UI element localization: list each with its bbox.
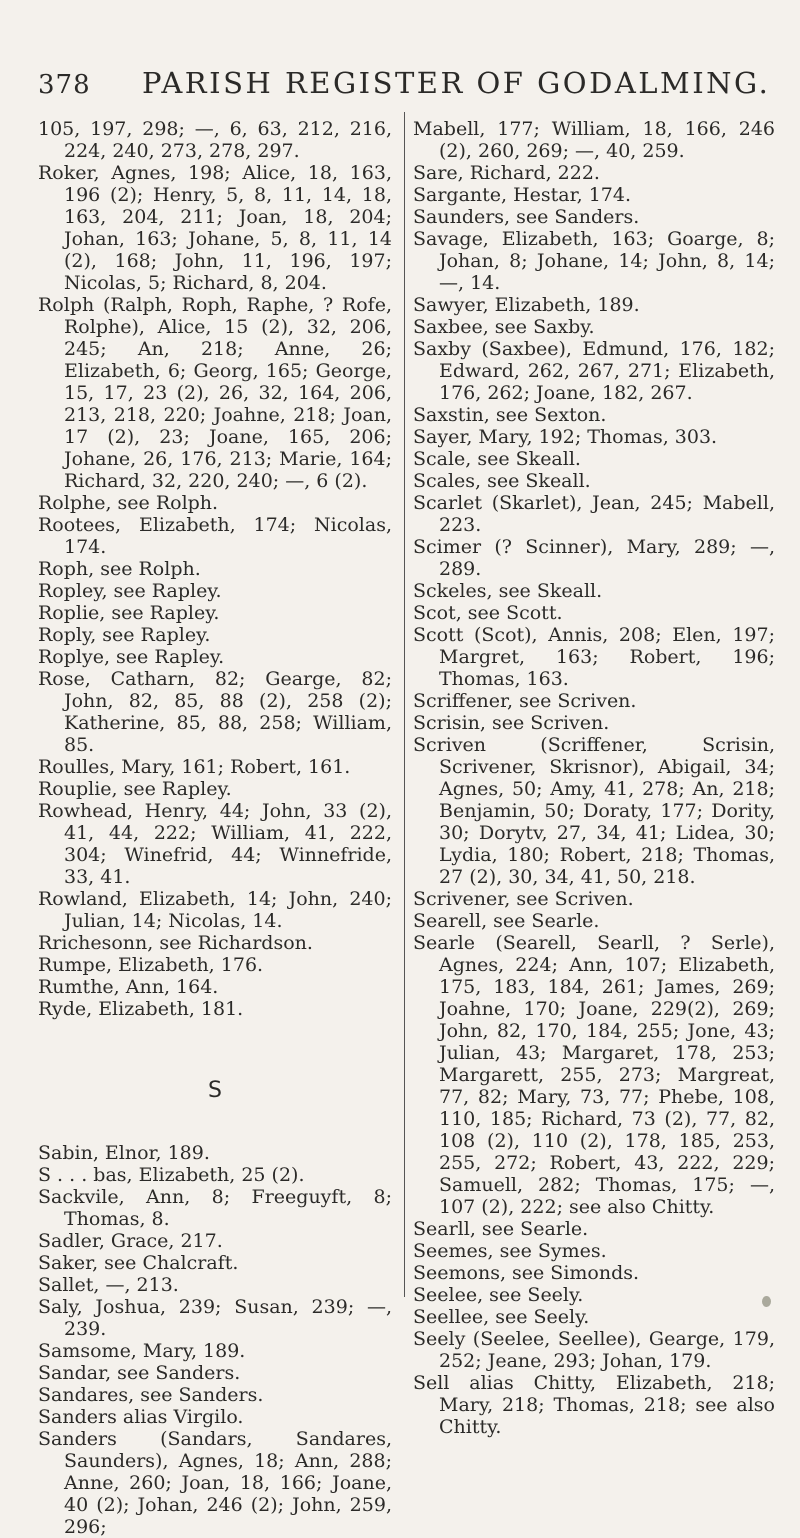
index-entry: Scale, see Skeall. xyxy=(413,448,581,470)
index-entry: Ropley, see Rapley. xyxy=(38,580,222,602)
index-entry: Rootees, Elizabeth, 174; Nicolas, 174. xyxy=(38,514,392,558)
index-entry: Rowland, Elizabeth, 14; John, 240; Julian, 14; Nicolas, 14. xyxy=(38,888,392,932)
index-entry: Saxstin, see Sexton. xyxy=(413,404,607,426)
index-entry: Mabell, 177; William, 18, 166, 246 (2), 260, 269; —, 40, 259. xyxy=(413,118,775,162)
index-entry: Sayer, Mary, 192; Thomas, 303. xyxy=(413,426,718,448)
index-entry: Searell, see Searle. xyxy=(413,910,600,932)
ink-blot-mark xyxy=(762,1296,771,1307)
index-entry: Rouplie, see Rapley. xyxy=(38,778,232,800)
index-entry: Sell alias Chitty, Elizabeth, 218; Mary, 218; Thomas, 218; see also Chitty. xyxy=(413,1372,775,1438)
index-entry: Scrisin, see Scriven. xyxy=(413,712,610,734)
index-entry: Savage, Elizabeth, 163; Goarge, 8; Johan, 8; Johane, 14; John, 8, 14; —, 14. xyxy=(413,228,775,294)
index-entry: Roplye, see Rapley. xyxy=(38,646,225,668)
index-entry: Sackvile, Ann, 8; Freeguyft, 8; Thomas, 8. xyxy=(38,1186,392,1230)
index-entry: Roplie, see Rapley. xyxy=(38,602,220,624)
index-entry: Rrichesonn, see Richardson. xyxy=(38,932,313,954)
index-entries-s xyxy=(38,1142,392,1538)
index-entry: Scarlet (Skarlet), Jean, 245; Mabell, 223. xyxy=(413,492,775,536)
left-column xyxy=(38,118,392,1538)
index-entry: Scimer (? Scinner), Mary, 289; —, 289. xyxy=(413,536,775,580)
index-entry: Searle (Searell, Searll, ? Serle), Agnes, 224; Ann, 107; Elizabeth, 175, 183, 184, 261; James, 269; Joahne, 170; Joane, 229(2), 269; John, 82, 170, 184, 255; Jone, 43; Julian, 43; Margaret, 178, 253; Margarett, 255, 273; Margreat, 77, 82; Mary, 73, 77; Phebe, 108, 110, 185; Richard, 73 (2), 77, 82, 108 (2), 110 (2), 178, 185, 253, 255, 272; Robert, 43, 222, 229; Samuell, 282; Thomas, 175; —, 107 (2), 222; see also Chitty. xyxy=(413,932,775,1218)
index-entry: Scriffener, see Scriven. xyxy=(413,690,637,712)
index-entry: Sabin, Elnor, 189. xyxy=(38,1142,210,1164)
index-entry: Saxby (Saxbee), Edmund, 176, 182; Edward, 262, 267, 271; Elizabeth, 176, 262; Joane, 182, 267. xyxy=(413,338,775,404)
index-entry: Samsome, Mary, 189. xyxy=(38,1340,246,1362)
page-title: PARISH REGISTER OF GODALMING. xyxy=(142,66,771,100)
index-entry: Sare, Richard, 222. xyxy=(413,162,600,184)
index-entry: Rumpe, Elizabeth, 176. xyxy=(38,954,264,976)
index-entry: Scrivener, see Scriven. xyxy=(413,888,634,910)
index-entry: Sandar, see Sanders. xyxy=(38,1362,241,1384)
index-entry: Roulles, Mary, 161; Robert, 161. xyxy=(38,756,351,778)
index-entry: Rolph (Ralph, Roph, Raphe, ? Rofe, Rolphe), Alice, 15 (2), 32, 206, 245; An, 218; Anne, 26; Elizabeth, 6; Georg, 165; George, 15, 17, 23 (2), 26, 32, 164, 206, 213, 218, 220; Joahne, 218; Joan, 17 (2), 23; Joane, 165, 206; Johane, 26, 176, 213; Marie, 164; Richard, 32, 220, 240; —, 6 (2). xyxy=(38,294,392,492)
index-entry: Scott (Scot), Annis, 208; Elen, 197; Margret, 163; Robert, 196; Thomas, 163. xyxy=(413,624,775,690)
index-entry: Scot, see Scott. xyxy=(413,602,563,624)
index-entry: Rose, Catharn, 82; Gearge, 82; John, 82, 85, 88 (2), 258 (2); Katherine, 85, 88, 258; William, 85. xyxy=(38,668,392,756)
index-entry: Seely (Seelee, Seellee), Gearge, 179, 252; Jeane, 293; Johan, 179. xyxy=(413,1328,775,1372)
index-entry: Roply, see Rapley. xyxy=(38,624,211,646)
index-entry: S . . . bas, Elizabeth, 25 (2). xyxy=(38,1164,305,1186)
index-entry: Searll, see Searle. xyxy=(413,1218,589,1240)
index-entry: Sandares, see Sanders. xyxy=(38,1384,264,1406)
index-entry: Sanders alias Virgilo. xyxy=(38,1406,244,1428)
index-entry: Saxbee, see Saxby. xyxy=(413,316,595,338)
index-entry: Rolphe, see Rolph. xyxy=(38,492,219,514)
index-entries-s-continued xyxy=(413,118,775,1438)
section-letter-heading: S xyxy=(208,1078,222,1103)
page-header xyxy=(38,66,778,106)
index-entry: Rumthe, Ann, 164. xyxy=(38,976,219,998)
index-entry: Sckeles, see Skeall. xyxy=(413,580,603,602)
index-entry: Sallet, —, 213. xyxy=(38,1274,179,1296)
index-entry: 105, 197, 298; —, 6, 63, 212, 216, 224, 240, 273, 278, 297. xyxy=(38,118,392,162)
page-number: 378 xyxy=(38,70,91,100)
index-entry: Seelee, see Seely. xyxy=(413,1284,584,1306)
right-column xyxy=(413,118,775,1438)
index-entry: Rowhead, Henry, 44; John, 33 (2), 41, 44, 222; William, 41, 222, 304; Winefrid, 44; Winnefride, 33, 41. xyxy=(38,800,392,888)
index-entry: Sanders (Sandars, Sandares, Saunders), Agnes, 18; Ann, 288; Anne, 260; Joan, 18, 166; Joane, 40 (2); Johan, 246 (2); John, 259, 296; xyxy=(38,1428,392,1538)
index-entry: Sargante, Hestar, 174. xyxy=(413,184,632,206)
index-entry: Roph, see Rolph. xyxy=(38,558,201,580)
index-entries-r xyxy=(38,118,392,1020)
index-entry: Seemes, see Symes. xyxy=(413,1240,607,1262)
index-entry: Roker, Agnes, 198; Alice, 18, 163, 196 (2); Henry, 5, 8, 11, 14, 18, 163, 204, 211; Joan, 18, 204; Johan, 163; Johane, 5, 8, 11, 14 (2), 168; John, 11, 196, 197; Nicolas, 5; Richard, 8, 204. xyxy=(38,162,392,294)
index-entry: Saker, see Chalcraft. xyxy=(38,1252,239,1274)
index-entry: Scales, see Skeall. xyxy=(413,470,591,492)
index-entry: Saunders, see Sanders. xyxy=(413,206,640,228)
index-entry: Saly, Joshua, 239; Susan, 239; —, 239. xyxy=(38,1296,392,1340)
index-entry: Sadler, Grace, 217. xyxy=(38,1230,223,1252)
index-entry: Seellee, see Seely. xyxy=(413,1306,590,1328)
index-entry: Seemons, see Simonds. xyxy=(413,1262,640,1284)
column-divider xyxy=(404,112,405,1297)
index-entry: Sawyer, Elizabeth, 189. xyxy=(413,294,640,316)
index-entry: Scriven (Scriffener, Scrisin, Scrivener, Skrisnor), Abigail, 34; Agnes, 50; Amy, 41, 278; An, 218; Benjamin, 50; Doraty, 177; Dority, 30; Dorytv, 27, 34, 41; Lidea, 30; Lydia, 180; Robert, 218; Thomas, 27 (2), 30, 34, 41, 50, 218. xyxy=(413,734,775,888)
index-entry: Ryde, Elizabeth, 181. xyxy=(38,998,244,1020)
